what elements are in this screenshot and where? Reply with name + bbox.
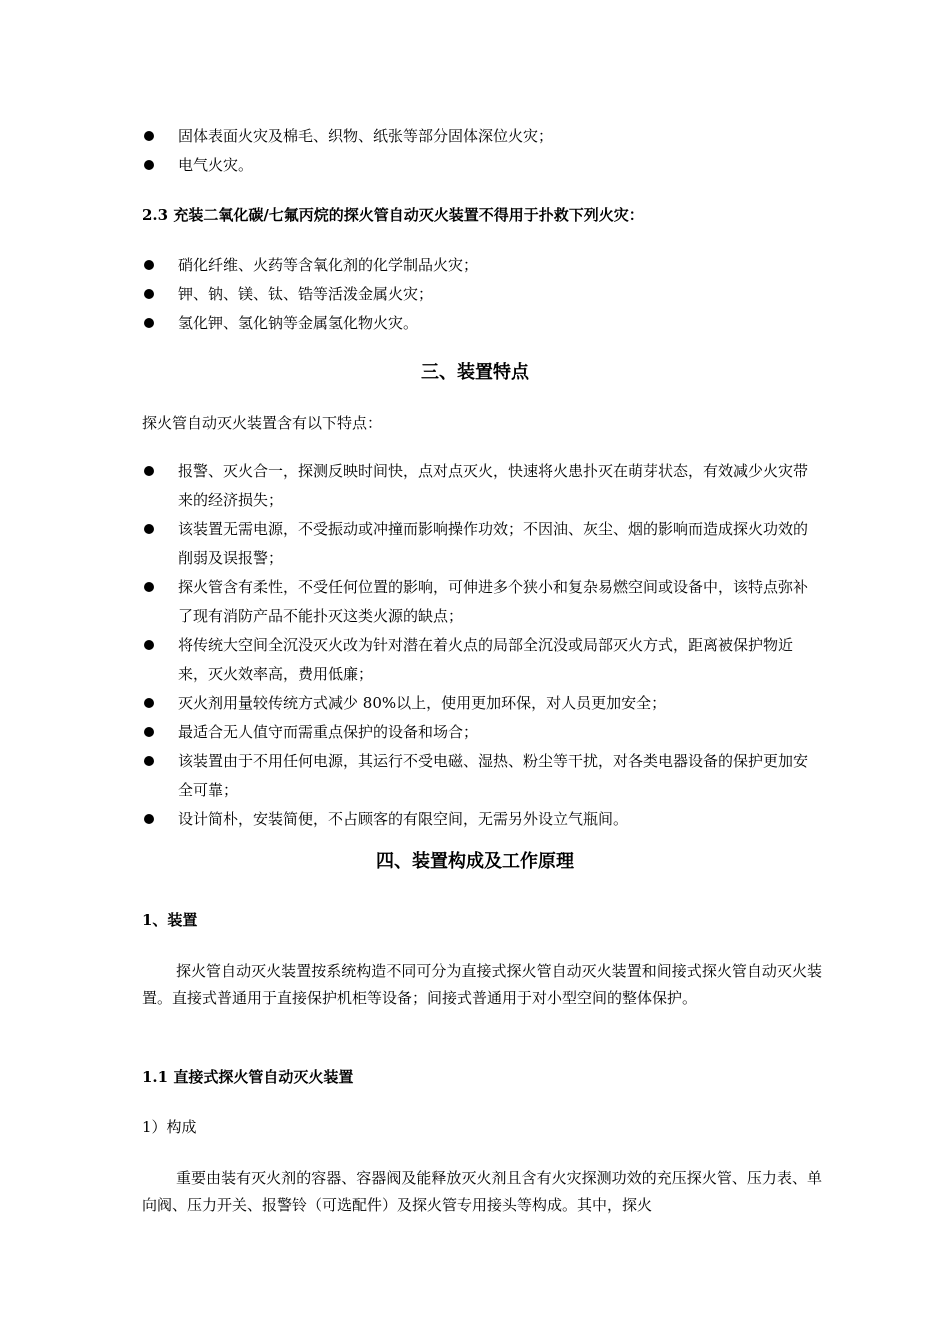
bullet-icon xyxy=(144,466,154,476)
list-item: 报警、灭火合一，探测反映时间快，点对点灭火，快速将火患扑灭在萌芽状态，有效减少火灾带来的经济损失； xyxy=(142,457,822,515)
subsection-heading-1-1: 1.1 直接式探火管自动灭火装置 xyxy=(142,1068,354,1086)
list-item: 灭火剂用量较传统方式减少 80%以上，使用更加环保，对人员更加安全； xyxy=(142,689,822,718)
list-item: 固体表面火灾及棉毛、织物、纸张等部分固体深位火灾； xyxy=(142,122,822,151)
bullet-icon xyxy=(144,727,154,737)
list-item: 电气火灾。 xyxy=(142,151,822,180)
bullet-icon xyxy=(144,524,154,534)
list-item: 该装置无需电源，不受振动或冲撞而影响操作功效；不因油、灰尘、烟的影响而造成探火功效的削弱及误报警； xyxy=(142,515,822,573)
composition-paragraph: 重要由装有灭火剂的容器、容器阀及能释放灭火剂且含有火灾探测功效的充压探火管、压力表、单向阀、压力开关、报警铃（可选配件）及探火管专用接头等构成。其中，探火 xyxy=(142,1169,822,1214)
composition-label: 1）构成 xyxy=(142,1118,197,1136)
list-item: 氢化钾、氢化钠等金属氢化物火灾。 xyxy=(142,309,822,338)
device-paragraph: 探火管自动灭火装置按系统构造不同可分为直接式探火管自动灭火装置和间接式探火管自动灭火装置。直接式普通用于直接保护机柜等设备；间接式普通用于对小型空间的整体保护。 xyxy=(142,962,822,1007)
features-list xyxy=(142,457,822,834)
bullet-icon xyxy=(144,160,154,170)
subsection-heading-2-3: 2.3 充装二氧化碳/七氟丙烷的探火管自动灭火装置不得用于扑救下列火灾： xyxy=(142,206,644,224)
list-item: 设计简朴，安装简便，不占顾客的有限空间，无需另外设立气瓶间。 xyxy=(142,805,822,834)
section-title-structure: 四、装置构成及工作原理 xyxy=(376,851,574,872)
section-title-features: 三、装置特点 xyxy=(421,362,529,383)
list-item: 该装置由于不用任何电源，其运行不受电磁、湿热、粉尘等干扰，对各类电器设备的保护更加安全可靠； xyxy=(142,747,822,805)
bullet-icon xyxy=(144,289,154,299)
subsection-heading-1: 1、装置 xyxy=(142,911,198,929)
bullet-icon xyxy=(144,698,154,708)
bullet-icon xyxy=(144,814,154,824)
bullet-icon xyxy=(144,640,154,650)
list-item: 最适合无人值守而需重点保护的设备和场合； xyxy=(142,718,822,747)
bullet-icon xyxy=(144,260,154,270)
bullet-icon xyxy=(144,582,154,592)
features-intro: 探火管自动灭火装置含有以下特点： xyxy=(142,414,383,432)
prohibited-fires-list xyxy=(142,251,822,338)
list-item: 探火管含有柔性，不受任何位置的影响，可伸进多个狭小和复杂易燃空间或设备中，该特点弥补了现有消防产品不能扑灭这类火源的缺点； xyxy=(142,573,822,631)
list-item: 硝化纤维、火药等含氧化剂的化学制品火灾； xyxy=(142,251,822,280)
bullet-icon xyxy=(144,318,154,328)
list-item: 钾、钠、镁、钛、锆等活泼金属火灾； xyxy=(142,280,822,309)
bullet-icon xyxy=(144,756,154,766)
fire-types-list xyxy=(142,122,822,180)
bullet-icon xyxy=(144,131,154,141)
list-item: 将传统大空间全沉没灭火改为针对潜在着火点的局部全沉没或局部灭火方式，距离被保护物近来，灭火效率高，费用低廉； xyxy=(142,631,822,689)
